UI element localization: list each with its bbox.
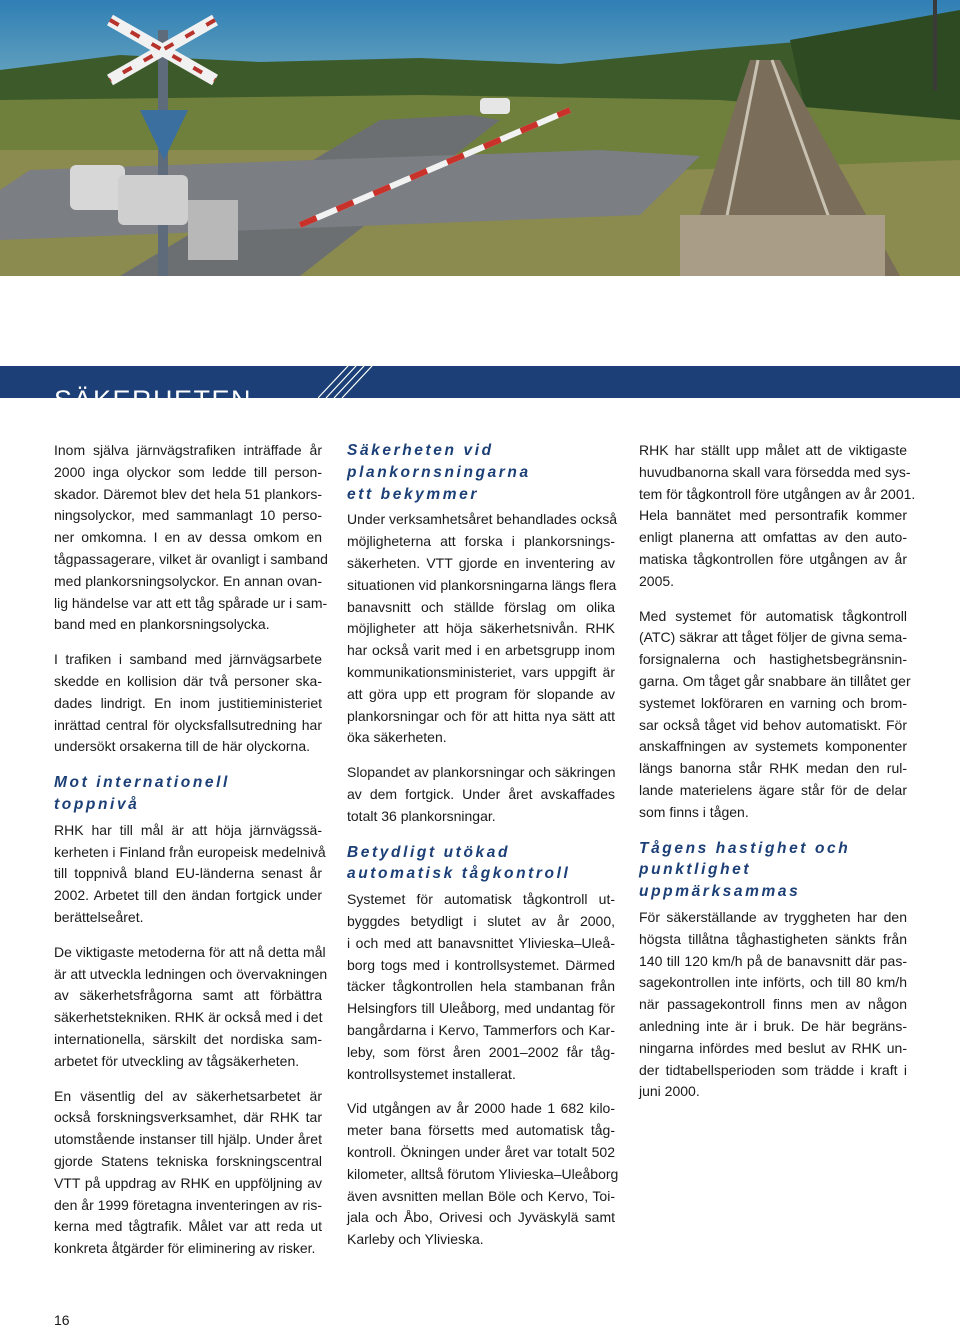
heading-line: Tågens hastighet och <box>639 839 851 857</box>
text-line: har också varit med i en arbetsgrupp inom <box>347 642 615 659</box>
paragraph <box>54 942 328 1073</box>
text-line: För säkerställande av tryggheten har den <box>639 908 907 925</box>
text-line: kontroll. Ökningen under året var totalt 502 <box>347 1143 615 1160</box>
text-line: ningsolyckor, med sammanlagt 10 perso- <box>54 507 322 524</box>
text-line: arbetet för utveckling av tågsäkerheten. <box>54 1052 300 1069</box>
text-line: ningarna infördes med beslut av RHK un- <box>639 1039 907 1056</box>
text-line: Slopandet av plankorsningar och säkringen <box>347 764 616 781</box>
text-line: säkerhetstekniken. RHK är också med i det <box>54 1009 323 1026</box>
text-line: skedde en kollision där två personer ska- <box>54 672 322 689</box>
text-line: utomstående instanser till hjälp. Under året <box>54 1131 322 1148</box>
railway-crossing-photo <box>0 0 960 276</box>
text-line: jala och Åbo, Orivesi och Jyväskylä samt <box>347 1209 615 1226</box>
text-line: av dem fortgick. Under året avskaffades <box>347 785 615 802</box>
paragraph <box>639 907 907 1103</box>
subheading <box>639 838 907 903</box>
paragraph <box>54 820 326 929</box>
paragraph <box>347 509 618 749</box>
heading-line: Säkerheten vid <box>347 442 494 459</box>
text-line: Inom själva järnvägstrafiken inträffade år <box>54 442 322 458</box>
text-line: berättelseåret. <box>54 908 144 925</box>
text-line: med plankorsningsolyckor. En annan ovan- <box>54 572 322 589</box>
heading-line: Betydligt utökad <box>347 843 511 861</box>
text-column-1 <box>54 440 328 1273</box>
heading-line: automatisk tågkontroll <box>347 865 571 883</box>
subheading <box>347 842 615 886</box>
section-title: SÄKERHETEN <box>54 385 253 416</box>
diagonal-stripes-ornament <box>318 366 378 398</box>
text-line: kerheten i Finland från europeisk medelnivå <box>54 843 326 860</box>
subheading <box>347 440 615 505</box>
heading-line: punktlighet <box>639 861 752 879</box>
heading-line: toppnivå <box>54 795 140 813</box>
text-line: av säkerhetsfrågorna samt att förbättra <box>54 987 322 1004</box>
text-line: forsignalerna och hastighetsbegränsnin- <box>639 651 907 668</box>
text-line: byggdes betydligt i slutet av år 2000, <box>347 912 615 929</box>
text-column-2 <box>347 440 619 1264</box>
paragraph <box>347 762 615 827</box>
text-line: 140 till 120 km/h på de banavsnitt där pas- <box>639 952 907 969</box>
text-line: som finns i tågen. <box>639 803 749 820</box>
text-line: möjligheter att höja säkerhetsnivån. RHK <box>347 620 615 637</box>
text-column-3 <box>639 440 916 1116</box>
paragraph <box>639 440 916 593</box>
text-line: plankorsningar och för att hitta nya sätt att <box>347 707 615 724</box>
text-line: systemet lokföraren en varning och brom- <box>639 694 907 711</box>
heading-line: uppmärksammas <box>639 883 801 901</box>
text-line: borg togs med i kontrollsystemet. Därmed <box>347 956 615 973</box>
text-line: konkreta åtgärder för eliminering av risker. <box>54 1240 316 1257</box>
text-line: enligt planerna att omfattas av den auto- <box>639 529 907 546</box>
heading-line: ett bekymmer <box>347 485 479 503</box>
text-line: Med systemet för automatisk tågkontroll <box>639 607 907 624</box>
text-line: skador. Däremot blev det hela 51 plankors- <box>54 485 322 502</box>
text-line: lande materielens ägare står för de delar <box>639 781 907 798</box>
text-line: högsta tillåtna tåghastigheten sänkts från <box>639 930 907 947</box>
text-line: (ATC) säkrar att tåget följer de givna sema- <box>639 629 907 646</box>
text-line: Hela bannätet med persontrafik kommer <box>639 507 907 524</box>
text-line: leby, som först åren 2001–2002 får tåg- <box>347 1043 615 1060</box>
text-line: meter bana försetts med automatisk tåg- <box>347 1122 615 1139</box>
heading-line: plankornsningarna <box>347 463 531 481</box>
text-line: Karleby och Ylivieska. <box>347 1231 484 1248</box>
text-line: De viktigaste metoderna för att nå detta mål <box>54 943 326 960</box>
text-line: lig händelse var att ett tåg spårade ur i sam- <box>54 594 328 611</box>
text-line: RHK har till mål är att höja järnvägssä- <box>54 821 322 838</box>
text-line: till toppnivå bland EU-länderna senast år <box>54 865 322 882</box>
text-line: också forskningsverksamhet, där RHK tar <box>54 1109 322 1126</box>
text-line: situationen vid plankorsningarna längs flera <box>347 576 617 593</box>
text-line: En väsentlig del av säkerhetsarbetet är <box>54 1087 322 1104</box>
text-line: I trafiken i samband med järnvägsarbete <box>54 651 322 668</box>
text-line: säkerheten. VTT gjorde en inventering av <box>347 554 615 571</box>
text-line: när passagekontroll finns men av någon <box>639 996 907 1013</box>
paragraph <box>54 649 322 758</box>
text-line: Vid utgången av år 2000 hade 1 682 kilo- <box>347 1100 615 1117</box>
paragraph <box>639 606 911 824</box>
text-line: kerna med tågtrafik. Målet var att reda ut <box>54 1218 322 1235</box>
text-line: täcker tågkontrollen hela stambanan från <box>347 978 615 995</box>
text-line: juni 2000. <box>639 1083 700 1100</box>
paragraph <box>54 440 328 636</box>
page-number: 16 <box>54 1312 70 1328</box>
text-line: sagekontrollen inte införts, och till 80 km/h <box>639 974 907 991</box>
paragraph <box>54 1086 322 1260</box>
text-line: kontrollsystemet installerat. <box>347 1065 516 1082</box>
text-line: Systemet för automatisk tågkontroll ut- <box>347 891 615 908</box>
text-line: VTT på uppdrag av RHK en uppföljning av <box>54 1174 322 1191</box>
text-line: internationella, särskilt det nordiska sam- <box>54 1030 322 1047</box>
text-line: totalt 36 plankorsningar. <box>347 807 496 824</box>
text-line: anledning inte är i bruk. De här begräns- <box>639 1017 907 1034</box>
text-line: undersökt orsakerna till de här olyckorna. <box>54 738 311 755</box>
paragraph <box>347 889 615 1085</box>
text-line: sar också tåget vid behov automatiskt. För <box>639 716 907 733</box>
text-line: även avsnitten mellan Böle och Kervo, Toi- <box>347 1187 615 1204</box>
text-line: dades lindrigt. En inom justitieministeriet <box>54 694 322 711</box>
text-line: kommunikationsministeriet, vars uppgift är <box>347 663 615 680</box>
text-line: anskaffningen av systemets komponenter <box>639 738 907 755</box>
paragraph <box>347 1098 619 1251</box>
text-line: Helsingfors till Uleåborg, med undantag för <box>347 1000 615 1017</box>
text-line: öka säkerheten. <box>347 729 447 746</box>
text-line: ner omkomna. I en av dessa omkom en <box>54 529 322 546</box>
text-line: matiska tågkontrollen före utgången av år <box>639 550 907 567</box>
text-line: garna. Om tåget går snabbare än tillåtet ger <box>639 672 911 689</box>
text-line: är att utveckla ledningen och övervakningen <box>54 965 328 982</box>
text-line: banavsnitt och ställde förslag om olika <box>347 598 615 615</box>
section-banner <box>0 366 960 416</box>
text-line: 2000 inga olyckor som ledde till person- <box>54 463 322 480</box>
text-line: kilometer, alltså förutom Ylivieska–Uleåborg <box>347 1165 619 1182</box>
text-line: inrättad central för olycksfallsutredning har <box>54 716 322 733</box>
text-line: längs banorna står RHK medan den rul- <box>639 760 907 777</box>
subheading <box>54 772 322 816</box>
text-line: 2005. <box>639 572 675 589</box>
text-line: tågpassagerare, vilket är ovanligt i samband <box>54 550 328 567</box>
text-line: möjligheterna att forska i plankorsnings- <box>347 533 615 550</box>
text-line: 2002. Arbetet till den ändan fortgick under <box>54 887 322 904</box>
text-line: RHK har ställt upp målet att de viktigaste <box>639 442 907 458</box>
text-line: Under verksamhetsåret behandlades också <box>347 511 618 528</box>
text-line: tem för tågkontroll före utgången av år 2001. <box>639 485 916 502</box>
text-line: huvudbanorna skall vara försedda med sys- <box>639 463 911 480</box>
text-line: band med en plankorsningsolycka. <box>54 616 270 633</box>
text-line: der tidtabellsperioden som trädde i kraft i <box>639 1061 907 1078</box>
text-line: i och med att banavsnittet Ylivieska–Uleå- <box>347 934 615 951</box>
text-line: den år 1999 företagna inventeringen av ris- <box>54 1196 322 1213</box>
text-line: bangårdarna i Kervo, Tammerfors och Kar- <box>347 1021 615 1038</box>
text-line: att göra upp ett program för slopande av <box>347 685 615 702</box>
heading-line: Mot internationell <box>54 774 230 792</box>
text-line: gjorde Statens tekniska forskningscentral <box>54 1152 322 1169</box>
